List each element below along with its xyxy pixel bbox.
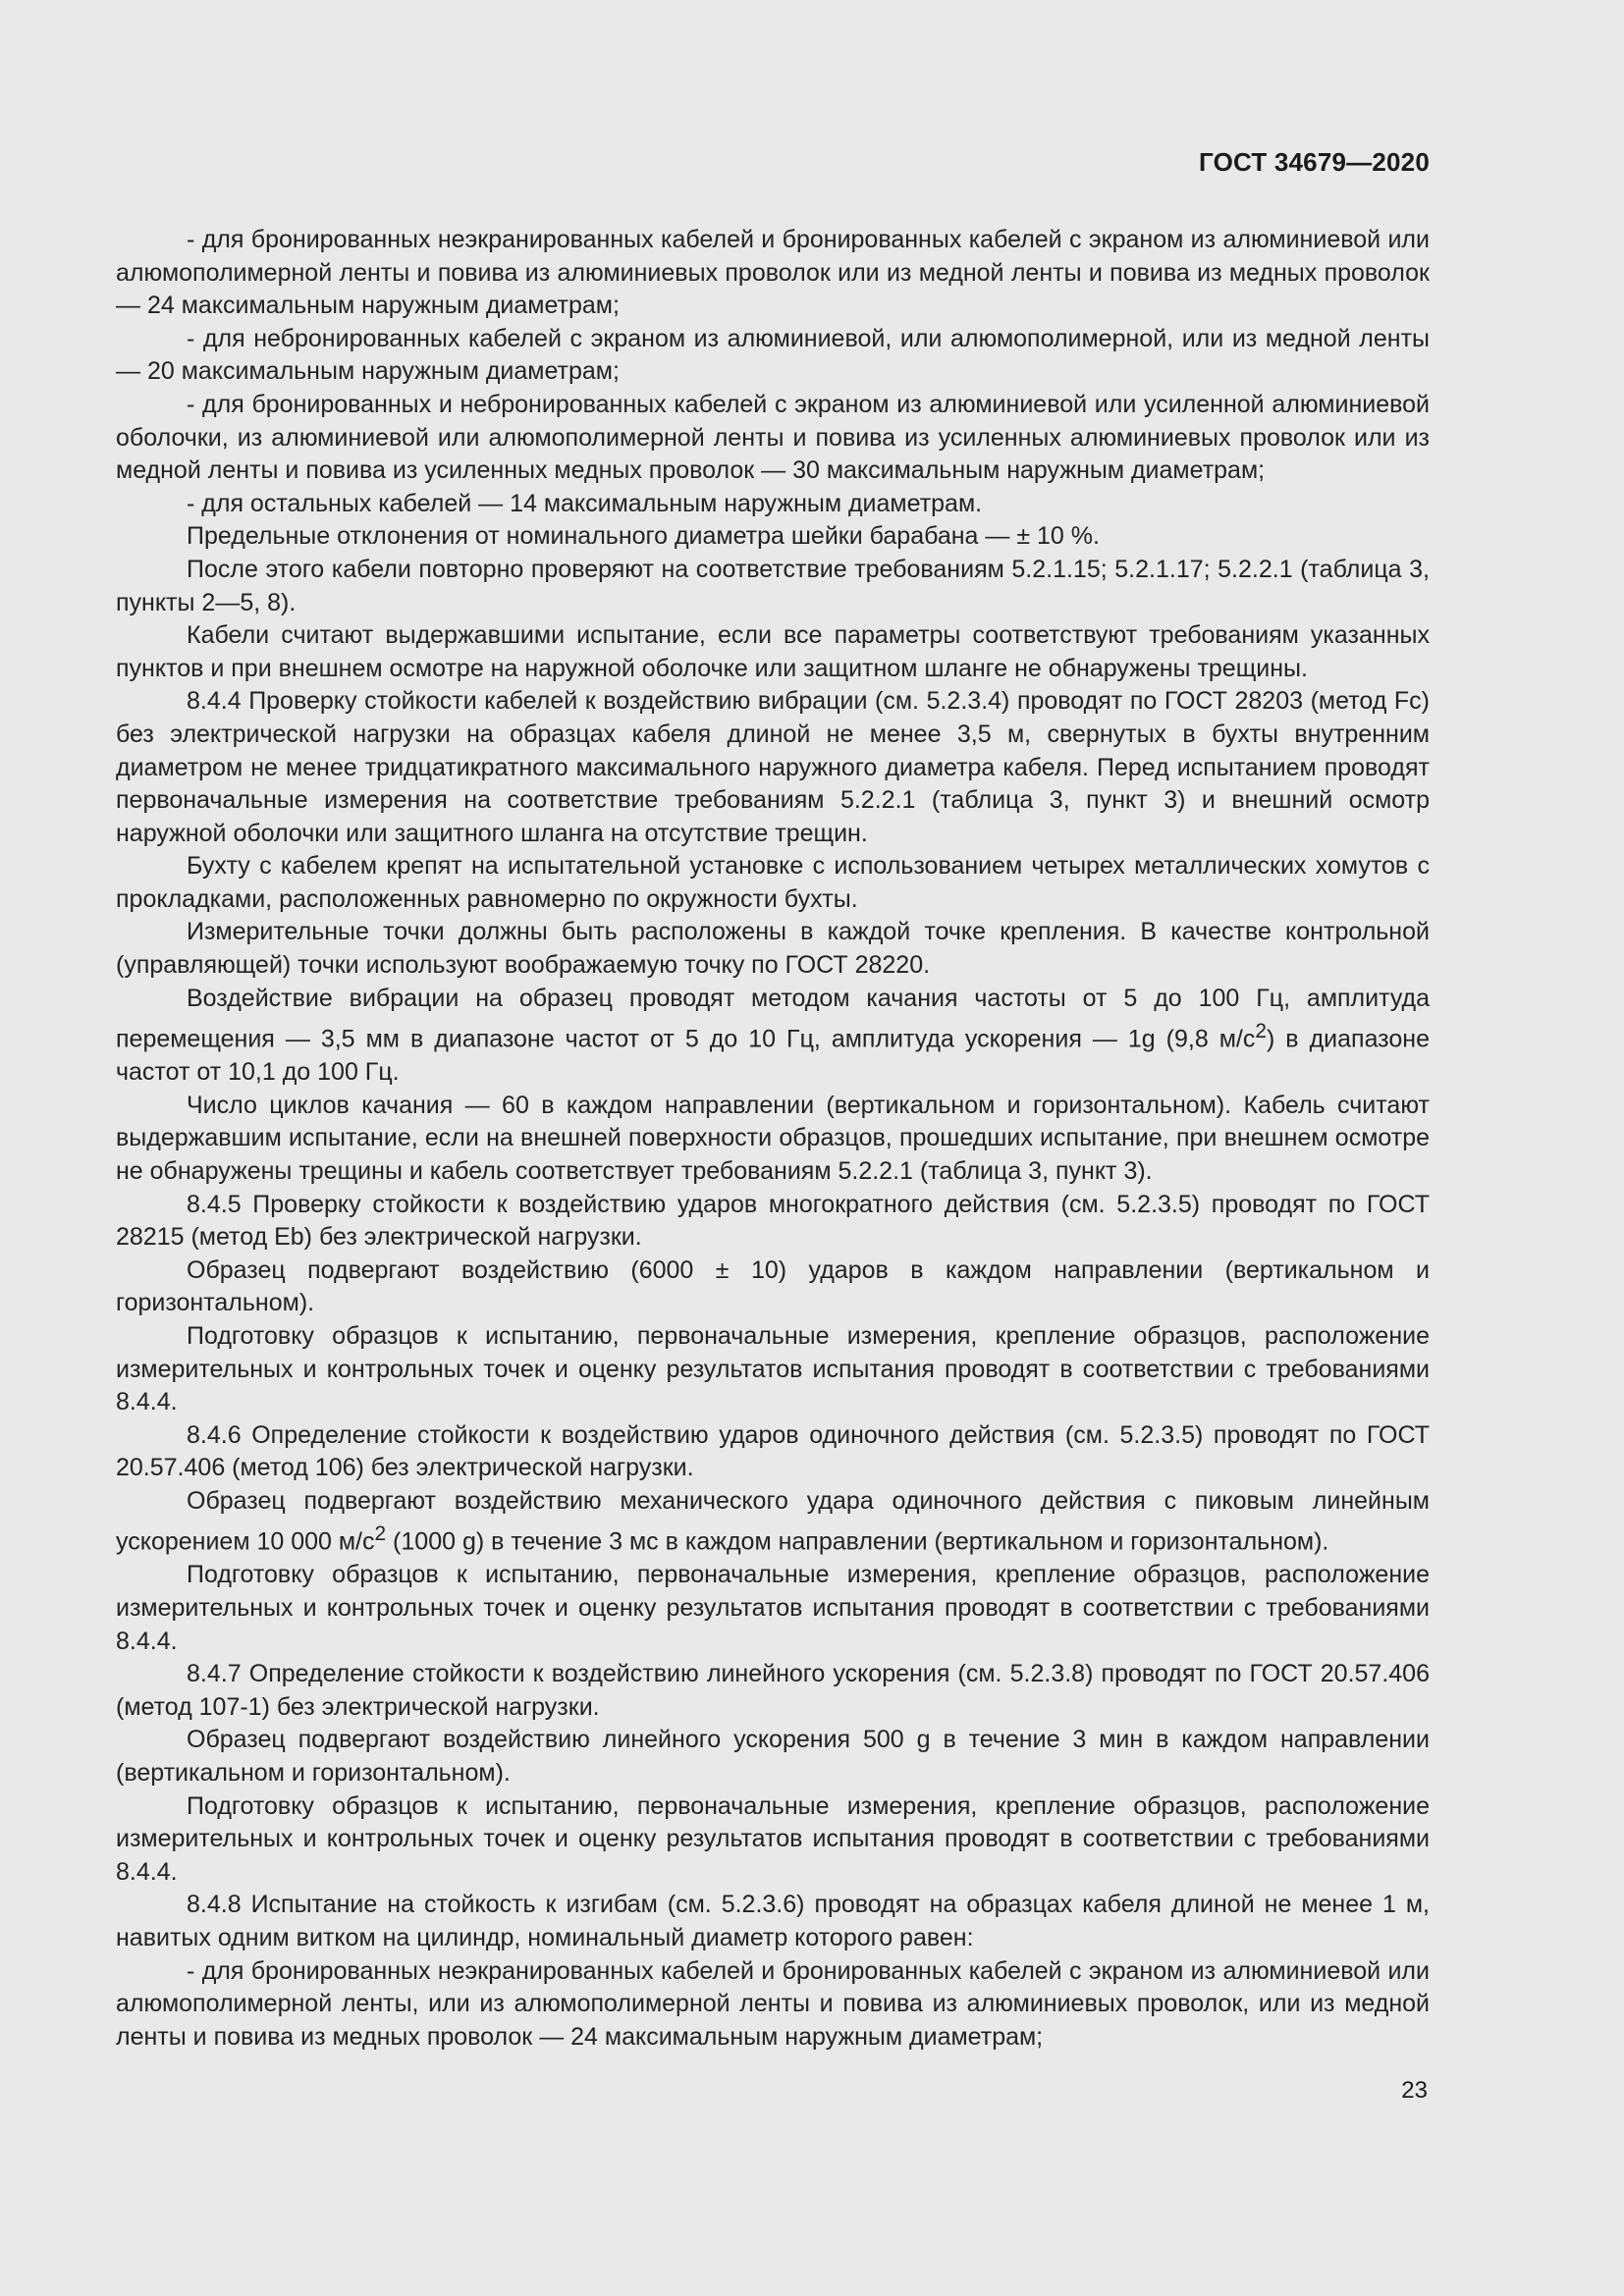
text-segment: ) в диапазоне частот от 10,1 до 100 Гц.: [116, 1025, 1430, 1087]
paragraph: После этого кабели повторно проверяют на соответствие требованиям 5.2.1.15; 5.2.1.17; 5.2.2.1 (таблица 3, пункты 2—5, 8).: [116, 555, 1430, 616]
paragraph: Бухту с кабелем крепят на испытательной установке с использованием четырех металлических хомутов с прокладками, расположенных равномерно по окружности бухты.: [116, 852, 1430, 913]
paragraph-shock: [116, 1485, 1430, 1560]
paragraph: - для бронированных и небронированных кабелей с экраном из алюминиевой или усиленной алюминиевой оболочки, из алюминиевой или алюмополимерной ленты и повива из усиленных алюминиевых проволок или из медной ленты и повива из усиленных медных проволок — 30 максимальным наружным диаметрам;: [116, 390, 1430, 485]
paragraph: Подготовку образцов к испытанию, первоначальные измерения, крепление образцов, расположение измерительных и контрольных точек и оценку результатов испытания проводят в соответствии с требованиями 8.4.4.: [116, 1791, 1430, 1886]
document-body: [116, 224, 1430, 2054]
paragraph: Измерительные точки должны быть расположены в каждой точке крепления. В качестве контрольной (управляющей) точки используют воображаемую точку по ГОСТ 28220.: [116, 918, 1430, 980]
superscript: 2: [374, 1522, 387, 1546]
paragraph: Подготовку образцов к испытанию, первоначальные измерения, крепление образцов, расположение измерительных и контрольных точек и оценку результатов испытания проводят в соответствии с требованиями 8.4.4.: [116, 1561, 1430, 1655]
paragraph-8-4-7: 8.4.7 Определение стойкости к воздействию линейного ускорения (см. 5.2.3.8) проводят по ГОСТ 20.57.406 (метод 107-1) без электрической нагрузки.: [116, 1660, 1430, 1721]
paragraph: - для бронированных неэкранированных кабелей и бронированных кабелей с экраном из алюминиевой или алюмополимерной ленты, или из алюмополимерной ленты и повива из алюминиевых проволок, или из медной ленты и повива из медных проволок — 24 максимальным наружным диаметрам;: [116, 1956, 1430, 2051]
document-header: ГОСТ 34679—2020: [1199, 147, 1430, 177]
page-number: 23: [1401, 2077, 1428, 2104]
text-segment: Образец подвергают воздействию механического удара одиночного действия с пиковым линейным ускорением 10 000 м/с: [116, 1486, 1430, 1556]
superscript: 2: [1255, 1020, 1267, 1043]
paragraph: - для небронированных кабелей с экраном из алюминиевой, или алюмополимерной, или из медной ленты — 20 максимальным наружным диаметрам;: [116, 324, 1430, 386]
text-segment: Воздействие вибрации на образец проводят методом качания частоты от 5 до 100 Гц, амплитуда перемещения — 3,5 мм в диапазоне частот от 5 до 10 Гц, амплитуда ускорения — 1g (9,8 м/с: [116, 984, 1430, 1053]
paragraph-8-4-4: 8.4.4 Проверку стойкости кабелей к воздействию вибрации (см. 5.2.3.4) проводят по ГОСТ 28203 (метод Fc) без электрической нагрузки на образцах кабеля длиной не менее 3,5 м, свернутых в бухты внутренним диаметром не менее тридцатикратного максимального наружного диаметра кабеля. Перед испытанием проводят первоначальные измерения на соответствие требованиям 5.2.2.1 (таблица 3, пункт 3) и внешний осмотр наружной оболочки или защитного шланга на отсутствие трещин.: [116, 687, 1430, 847]
paragraph: - для остальных кабелей — 14 максимальным наружным диаметрам.: [187, 489, 983, 517]
paragraph-8-4-8: 8.4.8 Испытание на стойкость к изгибам (см. 5.2.3.6) проводят на образцах кабеля длиной не менее 1 м, навитых одним витком на цилиндр, номинальный диаметр которого равен:: [116, 1891, 1430, 1951]
paragraph-vibration: [116, 983, 1430, 1090]
paragraph: Число циклов качания — 60 в каждом направлении (вертикальном и горизонтальном). Кабель считают выдержавшим испытание, если на внешней поверхности образцов, прошедших испытание, при внешнем осмотре не обнаружены трещины и кабель соответствует требованиям 5.2.2.1 (таблица 3, пункт 3).: [116, 1091, 1430, 1185]
text-segment: (1000 g) в течение 3 мс в каждом направлении (вертикальном и горизонтальном).: [386, 1527, 1329, 1556]
paragraph: Кабели считают выдержавшими испытание, если все параметры соответствуют требованиям указанных пунктов и при внешнем осмотре на наружной оболочке или защитном шланге не обнаружены трещины.: [116, 621, 1430, 682]
paragraph: Подготовку образцов к испытанию, первоначальные измерения, крепление образцов, расположение измерительных и контрольных точек и оценку результатов испытания проводят в соответствии с требованиями 8.4.4.: [116, 1321, 1430, 1416]
paragraph: Предельные отклонения от номинального диаметра шейки барабана — ± 10 %.: [187, 522, 1100, 551]
paragraph-8-4-6: 8.4.6 Определение стойкости к воздействию ударов одиночного действия (см. 5.2.3.5) проводят по ГОСТ 20.57.406 (метод 106) без электрической нагрузки.: [116, 1420, 1430, 1482]
paragraph: Образец подвергают воздействию (6000 ± 10) ударов в каждом направлении (вертикальном и горизонтальном).: [116, 1255, 1430, 1317]
paragraph-8-4-5: 8.4.5 Проверку стойкости к воздействию ударов многократного действия (см. 5.2.3.5) проводят по ГОСТ 28215 (метод Eb) без электрической нагрузки.: [116, 1190, 1430, 1252]
paragraph: - для бронированных неэкранированных кабелей и бронированных кабелей с экраном из алюминиевой или алюмополимерной ленты и повива из алюминиевых проволок или из медной ленты и повива из медных проволок — 24 максимальным наружным диаметрам;: [116, 226, 1430, 320]
paragraph: Образец подвергают воздействию линейного ускорения 500 g в течение 3 мин в каждом направлении (вертикальном и горизонтальном).: [116, 1726, 1430, 1787]
